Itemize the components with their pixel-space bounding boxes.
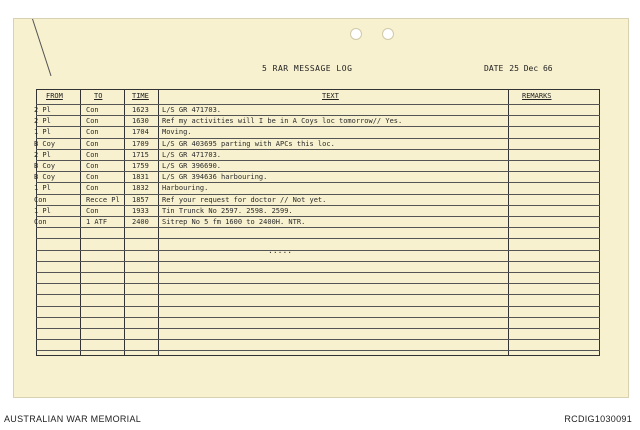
column-divider — [124, 90, 125, 355]
ruled-line — [36, 126, 600, 127]
cell-to: Con — [86, 139, 99, 148]
ruled-line — [36, 350, 600, 351]
cell-from: 2 Pl — [34, 117, 51, 126]
cell-time: 1630 — [132, 117, 149, 126]
column-divider — [158, 90, 159, 355]
cell-text: Moving. — [162, 128, 192, 137]
cell-time: 1832 — [132, 184, 149, 193]
cell-time: 1857 — [132, 195, 149, 204]
cell-text: Sitrep No 5 fm 1600 to 2400H. NTR. — [162, 218, 306, 226]
cell-from: 1 Pl — [34, 184, 51, 193]
cell-to: Con — [86, 128, 99, 137]
ruled-line — [36, 205, 600, 206]
cell-time: 1715 — [132, 150, 149, 159]
ruled-line — [36, 115, 600, 116]
header-to: TO — [94, 92, 103, 100]
ruled-line — [36, 283, 600, 284]
header-time: TIME — [132, 92, 149, 100]
cell-from: 1 Pl — [34, 206, 51, 215]
ruled-line — [36, 238, 600, 239]
cell-from: 1 Pl — [34, 128, 51, 137]
ruled-line — [36, 138, 600, 139]
ruled-line — [36, 272, 600, 273]
column-divider — [80, 90, 81, 355]
cell-time: 1704 — [132, 128, 149, 137]
cell-text: Harbouring. — [162, 184, 209, 193]
cell-to: Con — [86, 106, 99, 114]
punch-hole — [382, 28, 394, 40]
ruled-line — [36, 160, 600, 161]
ruled-line — [36, 216, 600, 217]
cell-text: Ref my activities will I be in A Coys loc tomorrow// Yes. — [162, 117, 403, 126]
cell-time: 2400 — [132, 218, 149, 226]
date-value: 25 Dec 66 — [509, 64, 553, 73]
ruled-line — [36, 317, 600, 318]
cell-to: Recce Pl — [86, 195, 120, 204]
punch-hole — [350, 28, 362, 40]
ruled-line — [36, 182, 600, 183]
date-label: DATE — [484, 64, 504, 73]
ruled-line — [36, 104, 600, 105]
cell-time: 1831 — [132, 173, 149, 182]
cell-text: Tin Trunck No 2597. 2598. 2599. — [162, 206, 293, 215]
column-divider — [599, 90, 600, 355]
cell-to: Con — [86, 150, 99, 159]
cell-to: Con — [86, 184, 99, 193]
cell-text: L/S GR 396690. — [162, 162, 222, 170]
column-divider — [508, 90, 509, 355]
ruled-line — [36, 227, 600, 228]
cell-text: L/S GR 394636 harbouring. — [162, 173, 268, 182]
cell-text: L/S GR 471703. — [162, 106, 222, 114]
cell-from: B Coy — [34, 173, 56, 182]
cell-to: Con — [86, 162, 99, 170]
ruled-line — [36, 171, 600, 172]
ruled-line — [36, 149, 600, 150]
header-remarks: REMARKS — [522, 92, 552, 100]
ruled-line — [36, 328, 600, 329]
cell-to: 1 ATF — [86, 218, 108, 226]
header-text: TEXT — [322, 92, 339, 100]
ruled-line — [36, 261, 600, 262]
cell-from: 2 Pl — [34, 106, 51, 114]
cell-time: 1759 — [132, 162, 149, 170]
cell-text: L/S GR 403695 parting with APCs this loc. — [162, 139, 335, 148]
cell-from: B Coy — [34, 162, 56, 170]
cell-from: Con — [34, 218, 47, 226]
cell-from: Con — [34, 195, 47, 204]
margin-pen-stroke — [32, 19, 51, 76]
log-date — [484, 64, 553, 73]
cell-text: Ref your request for doctor // Not yet. — [162, 195, 327, 204]
ruled-line — [36, 306, 600, 307]
log-title: 5 RAR MESSAGE LOG — [262, 64, 353, 73]
ruled-line — [36, 339, 600, 340]
end-of-log-mark: ..... — [268, 246, 293, 255]
reference-number: RCDIG1030091 — [564, 414, 632, 424]
message-log-table — [36, 89, 600, 356]
ruled-line — [36, 294, 600, 295]
cell-time: 1709 — [132, 139, 149, 148]
cell-to: Con — [86, 206, 99, 215]
cell-from: B Coy — [34, 139, 56, 148]
cell-to: Con — [86, 173, 99, 182]
cell-time: 1933 — [132, 206, 149, 215]
cell-to: Con — [86, 117, 99, 126]
document-page — [13, 18, 629, 398]
cell-text: L/S GR 471703. — [162, 150, 222, 159]
header-from: FROM — [46, 92, 63, 100]
cell-from: 2 Pl — [34, 150, 51, 159]
ruled-line — [36, 250, 600, 251]
institution-label: AUSTRALIAN WAR MEMORIAL — [4, 414, 142, 424]
ruled-line — [36, 194, 600, 195]
cell-time: 1623 — [132, 106, 149, 114]
